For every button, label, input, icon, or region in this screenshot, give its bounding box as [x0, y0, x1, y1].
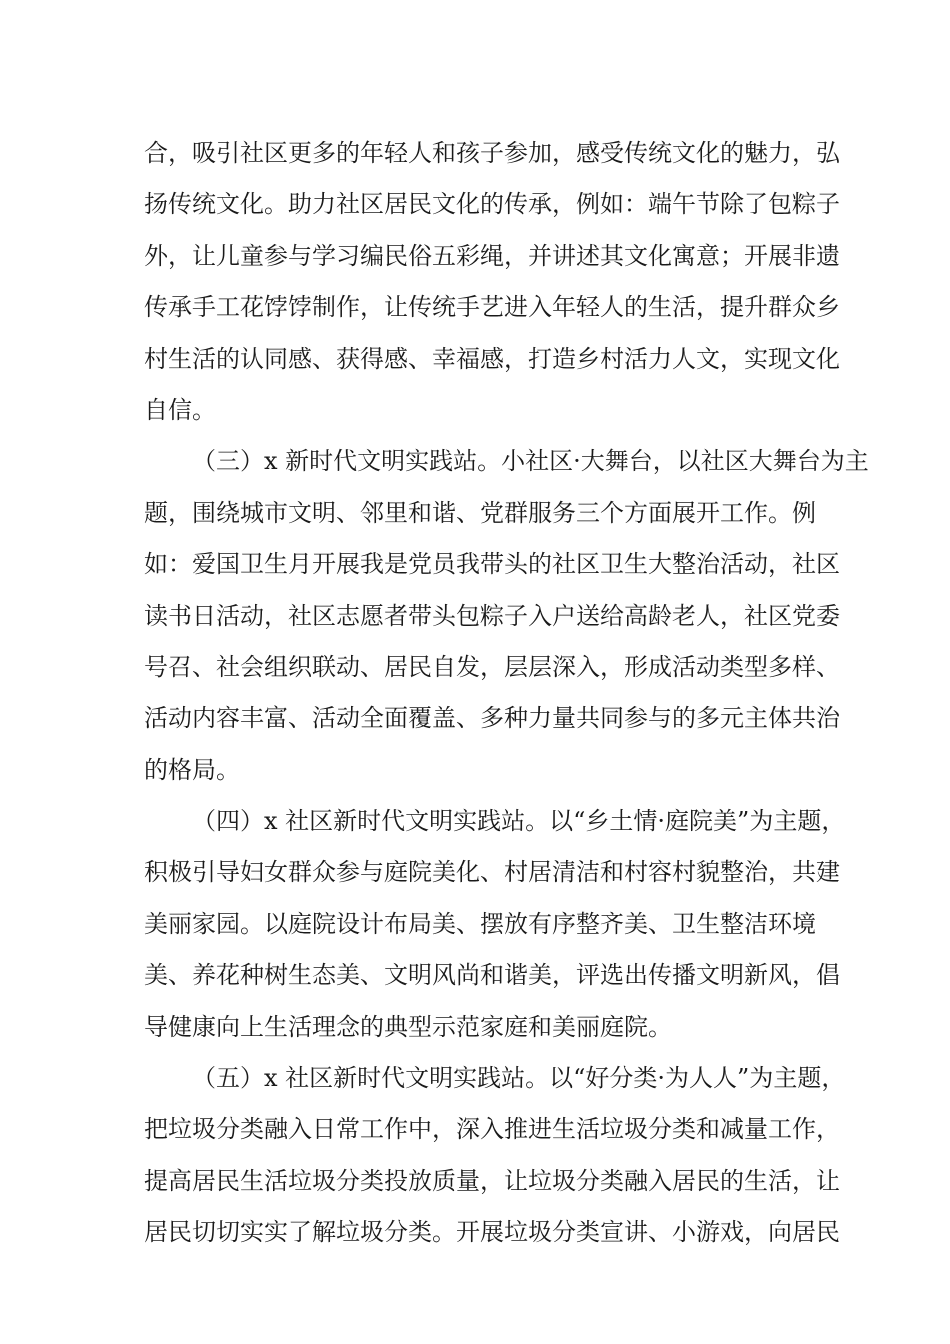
text-line: 积极引导妇女群众参与庭院美化、村居清洁和村容村貌整治，共建 — [144, 858, 840, 887]
text-line: 美丽家园。以庭院设计布局美、摆放有序整齐美、卫生整洁环境 — [144, 909, 816, 938]
paragraph-heading-line: （五）x 社区新时代文明实践站。以“好分类·为人人”为主题， — [192, 1064, 846, 1093]
text-line: 题，围绕城市文明、邻里和谐、党群服务三个方面展开工作。例 — [144, 498, 816, 527]
text-line: 自信。 — [144, 395, 216, 424]
text-line: 传承手工花饽饽制作，让传统手艺进入年轻人的生活，提升群众乡 — [144, 293, 840, 322]
text-line: 读书日活动，社区志愿者带头包粽子入户送给高龄老人，社区党委 — [144, 601, 840, 630]
text-line: 号召、社会组织联动、居民自发，层层深入，形成活动类型多样、 — [144, 652, 840, 681]
paragraph-heading-line: （四）x 社区新时代文明实践站。以“乡土情·庭院美”为主题， — [192, 807, 846, 836]
text-line: 美、养花种树生态美、文明风尚和谐美，评选出传播文明新风，倡 — [144, 961, 840, 990]
text-line: 把垃圾分类融入日常工作中，深入推进生活垃圾分类和减量工作， — [144, 1115, 840, 1144]
text-line: 导健康向上生活理念的典型示范家庭和美丽庭院。 — [144, 1012, 672, 1041]
document-body — [144, 128, 869, 1259]
text-line: 合，吸引社区更多的年轻人和孩子参加，感受传统文化的魅力，弘 — [144, 139, 840, 167]
text-line: 外，让儿童参与学习编民俗五彩绳，并讲述其文化寓意；开展非遗 — [144, 241, 840, 270]
text-line: 提高居民生活垃圾分类投放质量，让垃圾分类融入居民的生活，让 — [144, 1166, 840, 1195]
text-line: 村生活的认同感、获得感、幸福感，打造乡村活力人文，实现文化 — [144, 344, 840, 373]
paragraph-heading-line: （三）x 新时代文明实践站。小社区·大舞台，以社区大舞台为主 — [192, 447, 869, 476]
text-line: 活动内容丰富、活动全面覆盖、多种力量共同参与的多元主体共治 — [144, 704, 840, 733]
text-line: 如：爱国卫生月开展我是党员我带头的社区卫生大整治活动，社区 — [144, 550, 840, 579]
text-line: 的格局。 — [144, 755, 240, 784]
text-line: 居民切切实实了解垃圾分类。开展垃圾分类宣讲、小游戏，向居民 — [144, 1218, 840, 1247]
text-line: 扬传统文化。助力社区居民文化的传承，例如：端午节除了包粽子 — [144, 190, 840, 219]
